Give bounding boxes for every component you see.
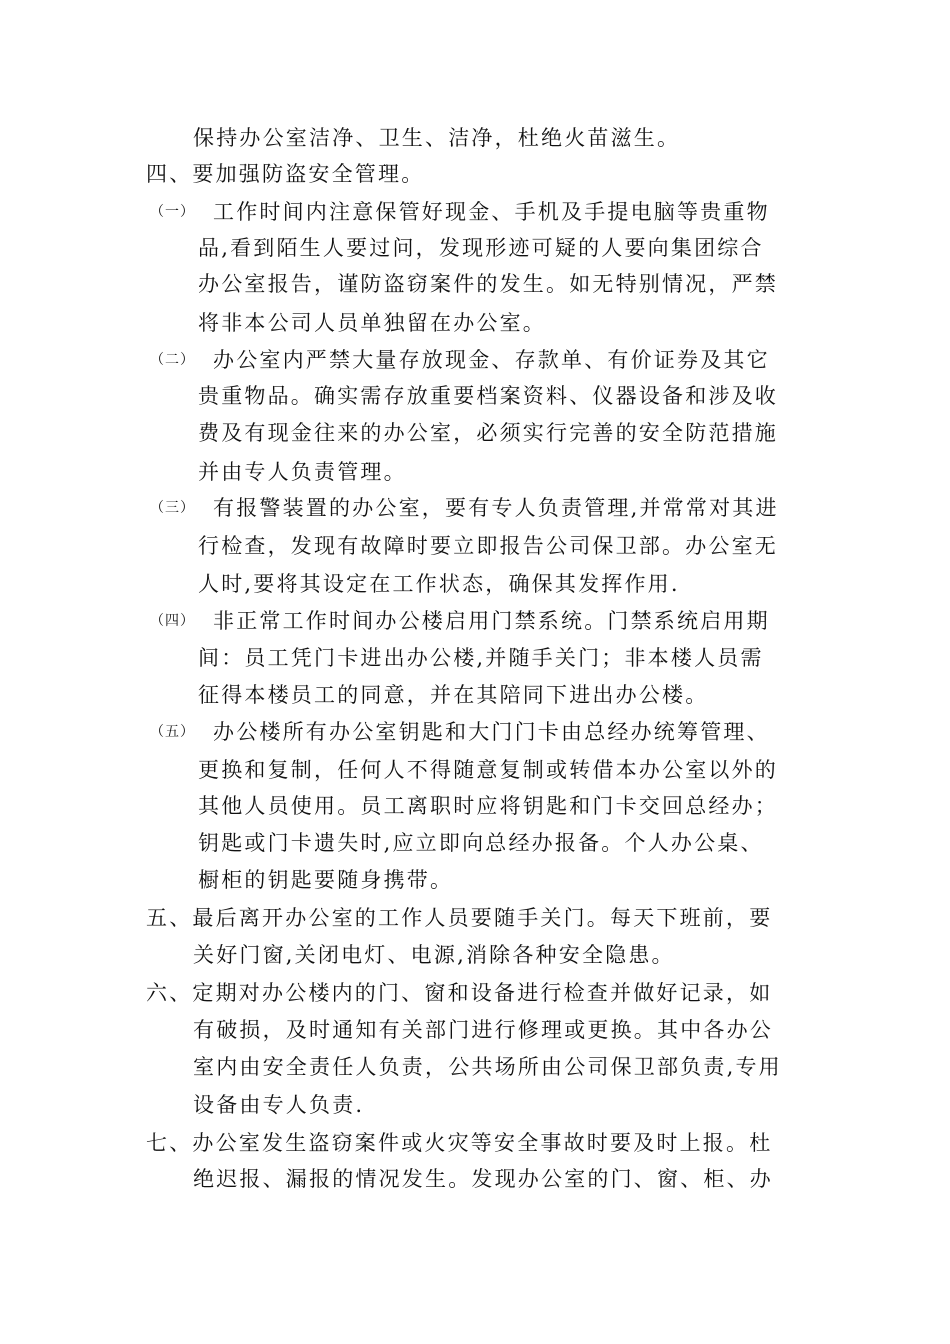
item-5-line-1: 办公楼所有办公室钥匙和大门门卡由总经办统筹管理、: [213, 720, 770, 744]
item-1-line-1: 工作时间内注意保管好现金、手机及手提电脑等贵重物: [213, 200, 770, 224]
item-1-marker: （一）: [150, 204, 195, 220]
item-1-line-4: 将非本公司人员单独留在办公室。: [198, 311, 546, 335]
item-5-line-3: 其他人员使用。员工离职时应将钥匙和门卡交回总经办；: [198, 794, 778, 818]
item-4-line-3: 征得本楼员工的同意，并在其陪同下进出办公楼。: [198, 683, 709, 707]
section-6-line-4: 设备由专人负责.: [193, 1093, 365, 1117]
item-4-marker: （四）: [150, 613, 195, 629]
item-3-line-1: 有报警装置的办公室，要有专人负责管理,并常常对其进: [213, 496, 779, 520]
item-3-line-3: 人时,要将其设定在工作状态，确保其发挥作用.: [198, 572, 680, 596]
section-4-heading: 四、要加强防盗安全管理。: [146, 162, 425, 186]
item-4-line-1: 非正常工作时间办公楼启用门禁系统。门禁系统启用期: [213, 609, 770, 633]
item-2-line-1: 办公室内严禁大量存放现金、存款单、有价证券及其它: [213, 348, 770, 372]
item-2-line-4: 并由专人负责管理。: [198, 460, 407, 484]
item-5-line-5: 橱柜的钥匙要随身携带。: [198, 868, 454, 892]
item-4-line-2: 间：员工凭门卡进出办公楼,并随手关门；非本楼人员需: [198, 646, 764, 670]
section-5-line-1: 五、最后离开办公室的工作人员要随手关门。每天下班前，要: [146, 906, 773, 930]
section-7-line-1: 七、办公室发生盗窃案件或火灾等安全事故时要及时上报。杜: [146, 1131, 773, 1155]
item-5-line-2: 更换和复制，任何人不得随意复制或转借本办公室以外的: [198, 758, 778, 782]
section-7-line-2: 绝迟报、漏报的情况发生。发现办公室的门、窗、柜、办: [193, 1167, 773, 1191]
item-3-marker: （三）: [150, 500, 195, 516]
item-5-marker: （五）: [150, 724, 195, 740]
item-2-line-3: 费及有现金往来的办公室，必须实行完善的安全防范措施: [198, 421, 778, 445]
item-2-line-2: 贵重物品。确实需存放重要档案资料、仪器设备和涉及收: [198, 384, 778, 408]
item-1-line-3: 办公室报告，谨防盗窃案件的发生。如无特别情况，严禁: [198, 272, 778, 296]
section-6-line-3: 室内由安全责任人负责，公共场所由公司保卫部负责,专用: [193, 1055, 782, 1079]
item-2-marker: （二）: [150, 352, 195, 368]
intro-tail-line: 保持办公室洁净、卫生、洁净，杜绝火苗滋生。: [193, 126, 681, 150]
item-5-line-4: 钥匙或门卡遗失时,应立即向总经办报备。个人办公桌、: [198, 831, 764, 855]
item-1-line-2: 品,看到陌生人要过问，发现形迹可疑的人要向集团综合: [198, 236, 764, 260]
section-6-line-2: 有破损，及时通知有关部门进行修理或更换。其中各办公: [193, 1018, 773, 1042]
section-6-line-1: 六、定期对办公楼内的门、窗和设备进行检查并做好记录，如: [146, 981, 773, 1005]
section-5-line-2: 关好门窗,关闭电灯、电源,消除各种安全隐患。: [193, 943, 675, 967]
item-3-line-2: 行检查，发现有故障时要立即报告公司保卫部。办公室无: [198, 534, 778, 558]
